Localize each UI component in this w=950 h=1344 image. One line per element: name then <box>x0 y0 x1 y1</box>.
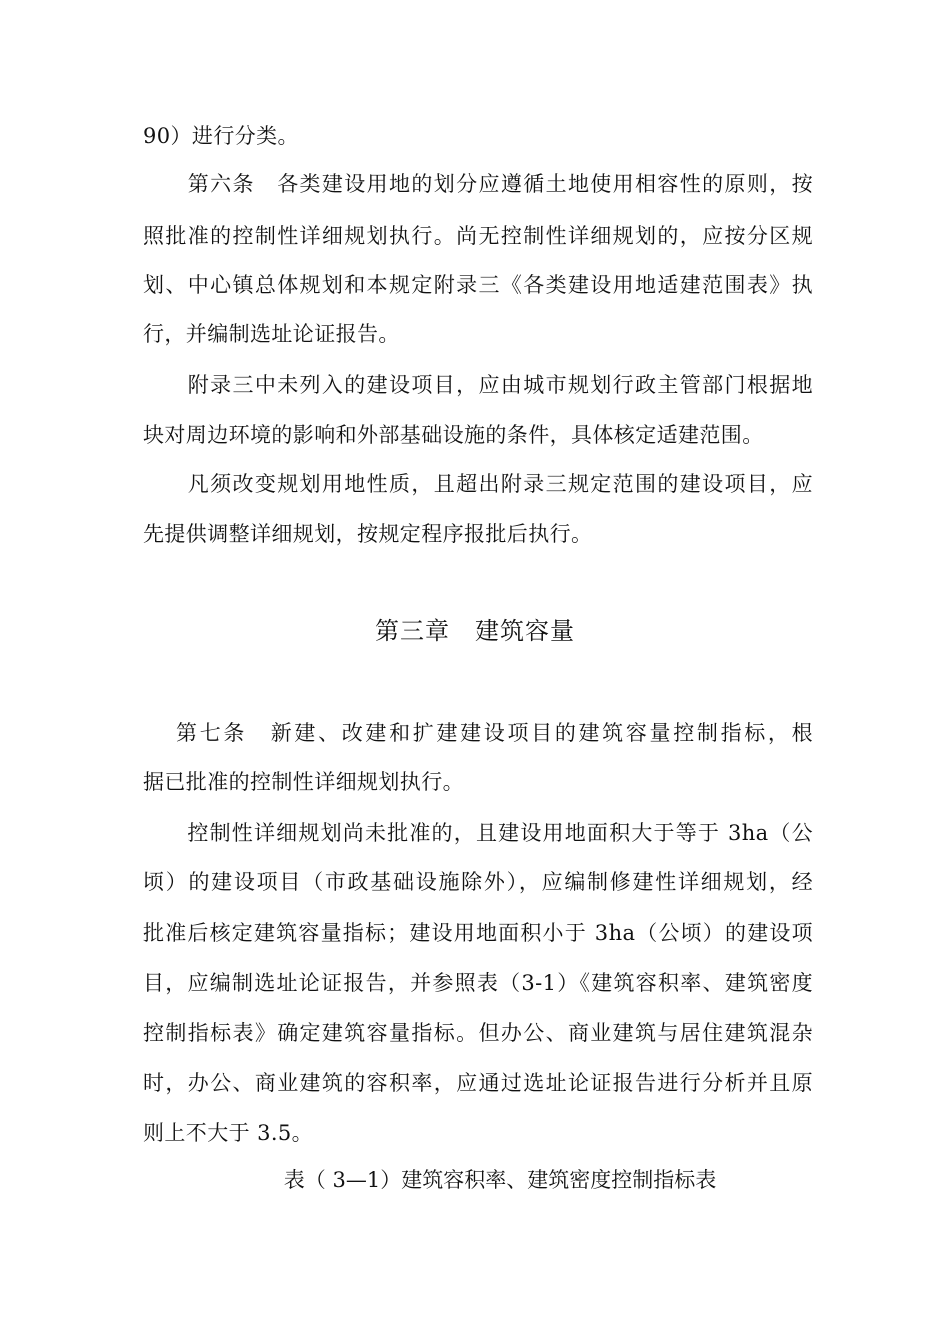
paragraph-line: 则上不大于 3.5。 <box>143 1121 314 1145</box>
paragraph-line: 控制指标表》确定建筑容量指标。但办公、商业建筑与居住建筑混杂 <box>143 1021 813 1045</box>
chapter-heading: 第三章 建筑容量 <box>375 617 575 645</box>
paragraph-line: 目，应编制选址论证报告，并参照表（3-1）《建筑容积率、建筑密度 <box>143 971 813 995</box>
paragraph-line: 90）进行分类。 <box>143 124 299 148</box>
paragraph-line: 照批准的控制性详细规划执行。尚无控制性详细规划的，应按分区规 <box>143 224 813 248</box>
table-caption: 表（ 3—1）建筑容积率、建筑密度控制指标表 <box>283 1168 717 1192</box>
paragraph-line: 顷）的建设项目（市政基础设施除外），应编制修建性详细规划，经 <box>143 870 813 894</box>
paragraph-line: 控制性详细规划尚未批准的，且建设用地面积大于等于 3ha（公 <box>143 821 813 845</box>
paragraph-line: 划、中心镇总体规划和本规定附录三《各类建设用地适建范围表》执 <box>143 273 813 297</box>
paragraph-line: 凡须改变规划用地性质，且超出附录三规定范围的建设项目，应 <box>143 472 813 496</box>
paragraph-line: 行，并编制选址论证报告。 <box>143 322 400 346</box>
paragraph-line: 第六条 各类建设用地的划分应遵循土地使用相容性的原则，按 <box>143 172 813 196</box>
paragraph-line: 附录三中未列入的建设项目，应由城市规划行政主管部门根据地 <box>143 373 813 397</box>
paragraph-line: 块对周边环境的影响和外部基础设施的条件，具体核定适建范围。 <box>143 423 764 447</box>
paragraph-line: 据已批准的控制性详细规划执行。 <box>143 770 464 794</box>
paragraph-line: 批准后核定建筑容量指标；建设用地面积小于 3ha（公顷）的建设项 <box>143 921 813 945</box>
paragraph-line: 时，办公、商业建筑的容积率，应通过选址论证报告进行分析并且原 <box>143 1071 813 1095</box>
paragraph-line: 先提供调整详细规划，按规定程序报批后执行。 <box>143 522 593 546</box>
paragraph-line: 第七条 新建、改建和扩建建设项目的建筑容量控制指标，根 <box>143 721 813 745</box>
